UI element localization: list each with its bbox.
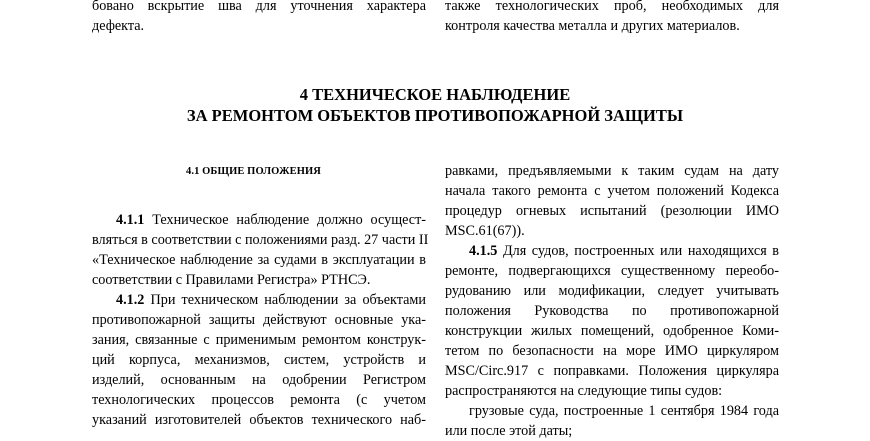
text-line: MSC/Circ.917 с поправками. Положения циркуляра xyxy=(445,363,779,379)
text-line: дефекта. xyxy=(92,18,145,34)
section-title-line-1: 4 ТЕХНИЧЕСКОЕ НАБЛЮДЕНИЕ xyxy=(299,85,571,104)
text-line: «Техническое наблюдение за судами в эксплуатации в xyxy=(92,252,426,268)
prev-section-right-fragment xyxy=(445,0,779,36)
text-line: контроля качества металла и других материалов. xyxy=(445,18,740,34)
text-line: положения Руководства по противопожарной xyxy=(445,303,779,319)
text-line: зания, связанные с применимым ремонтом конструк- xyxy=(92,332,426,348)
text-line: начала такого ремонта с учетом положений Кодекса xyxy=(445,183,779,199)
text-line: соответствии с Правилами Регистра» РТНСЭ. xyxy=(92,272,371,288)
text-line: рудованию или модификации, следует учитывать xyxy=(445,283,779,299)
left-column xyxy=(92,210,429,430)
text-line: равками, предъявляемыми к таким судам на дату xyxy=(445,163,779,179)
clause-number: 4.1.5 xyxy=(469,243,498,259)
text-fragment: Техническое наблюдение должно осущест- xyxy=(144,212,426,228)
text-line: конструкции жилых помещений, одобренное Коми- xyxy=(445,323,779,339)
text-line: ремонте, подвергающихся существенному переобо- xyxy=(445,263,779,279)
text-line: процедур огневых испытаний (резолюции ИМО xyxy=(445,203,779,219)
text-line: противопожарной защиты действуют основные ука- xyxy=(92,312,426,328)
text-line: указаний изготовителей объектов технического наб- xyxy=(92,412,426,428)
text-fragment: Для судов, построенных или находящихся в xyxy=(497,243,779,259)
list-item-line: грузовые суда, построенные 1 сентября 1984 года xyxy=(469,403,779,419)
text-line: или после этой даты; xyxy=(445,423,573,439)
paragraph-4-1-5-first-line xyxy=(445,241,779,261)
text-line: ций корпуса, механизмов, систем, устройств и xyxy=(92,352,426,368)
clause-number: 4.1.1 xyxy=(116,212,145,228)
paragraph-4-1-1-first-line xyxy=(92,210,426,230)
paragraph-4-1-2-first-line xyxy=(92,290,426,310)
text-line: бовано вскрытие шва для уточнения характера xyxy=(92,0,426,14)
clause-number: 4.1.2 xyxy=(116,292,145,308)
text-line: изделий, основанным на одобрении Регистром xyxy=(92,372,426,388)
subsection-title: 4.1 ОБЩИЕ ПОЛОЖЕНИЯ xyxy=(186,166,321,177)
text-line: распространяются на следующие типы судов: xyxy=(445,383,723,399)
text-line: вляться в соответствии с положениями разд. 27 части II xyxy=(92,232,429,248)
text-line: MSC.61(67)). xyxy=(445,223,525,239)
text-line: также технологических проб, необходимых для xyxy=(445,0,779,14)
text-line: технологических процессов ремонта (с учетом xyxy=(92,392,426,408)
prev-section-left-fragment xyxy=(92,0,426,36)
section-title-line-2: ЗА РЕМОНТОМ ОБЪЕКТОВ ПРОТИВОПОЖАРНОЙ ЗАЩИТЫ xyxy=(186,106,684,125)
text-fragment: При техническом наблюдении за объектами xyxy=(144,292,426,308)
text-line: тетом по безопасности на море ИМО циркуляром xyxy=(445,343,779,359)
right-column xyxy=(445,161,779,441)
